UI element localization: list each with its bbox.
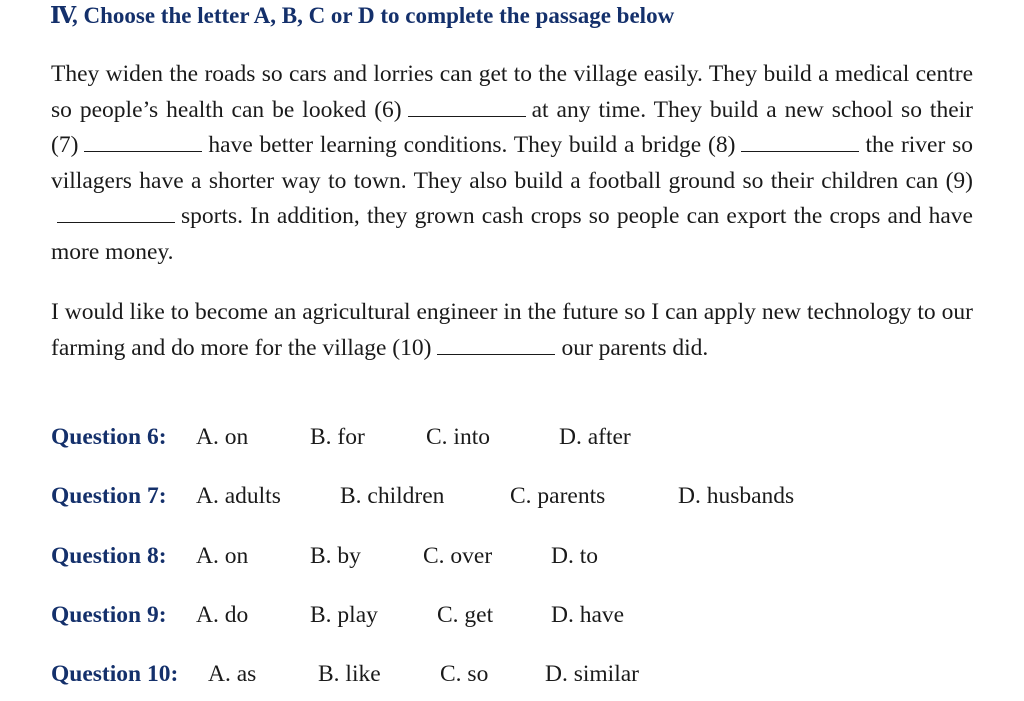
question-label: Question 7: [51,483,167,509]
exercise-heading [50,2,674,29]
blank-7[interactable] [84,133,202,152]
passage-paragraph-2 [51,295,973,366]
section-number: Ⅳ [50,3,75,28]
passage-text: our parents did. [561,334,709,361]
question-9 [51,602,625,638]
option-b[interactable]: B. play [310,602,378,628]
question-label: Question 6: [51,424,167,450]
question-7 [51,483,795,519]
option-a[interactable]: A. adults [196,483,281,509]
passage-text: I would like to become an agricultural engineer in the future so I can apply new technology to our farming and do more for the village (10) [51,299,973,361]
option-c[interactable]: C. so [440,661,489,687]
option-a[interactable]: A. do [196,602,249,628]
option-d[interactable]: D. to [551,543,598,569]
option-c[interactable]: C. get [437,602,494,628]
passage-text: sports. In addition, they grown cash crops so people can export the crops and have more money. [51,203,973,265]
option-a[interactable]: A. on [196,543,249,569]
option-d[interactable]: D. husbands [678,483,795,509]
option-b[interactable]: B. by [310,543,361,569]
question-10 [51,661,639,697]
option-c[interactable]: C. into [426,424,490,450]
question-label: Question 8: [51,543,167,569]
option-a[interactable]: A. as [208,661,257,687]
blank-6[interactable] [408,98,526,117]
passage-text: They widen the roads so cars and lorries can get to the village easily. They build a medical centre so people’s health can be looked (6) [51,61,973,123]
option-a[interactable]: A. on [196,424,249,450]
question-6 [51,424,631,460]
option-b[interactable]: B. like [318,661,381,687]
instruction-text: , Choose the letter A, B, C or D to complete the passage below [72,3,675,28]
passage-text: the river so villagers have a shorter way to town. They also build a football ground so their children can (9) [51,132,973,194]
question-label: Question 10: [51,661,179,687]
option-d[interactable]: D. similar [545,661,639,687]
question-8 [51,543,598,579]
passage-text: at any time. They build a new school so their (7) [51,96,973,158]
option-c[interactable]: C. parents [510,483,606,509]
blank-9[interactable] [57,204,175,223]
option-d[interactable]: D. after [559,424,631,450]
passage-paragraph-1 [51,57,973,270]
option-b[interactable]: B. children [340,483,445,509]
blank-10[interactable] [437,336,555,355]
option-d[interactable]: D. have [551,602,625,628]
blank-8[interactable] [741,133,859,152]
question-label: Question 9: [51,602,167,628]
option-c[interactable]: C. over [423,543,493,569]
passage-text: have better learning conditions. They build a bridge (8) [208,132,736,158]
option-b[interactable]: B. for [310,424,365,450]
